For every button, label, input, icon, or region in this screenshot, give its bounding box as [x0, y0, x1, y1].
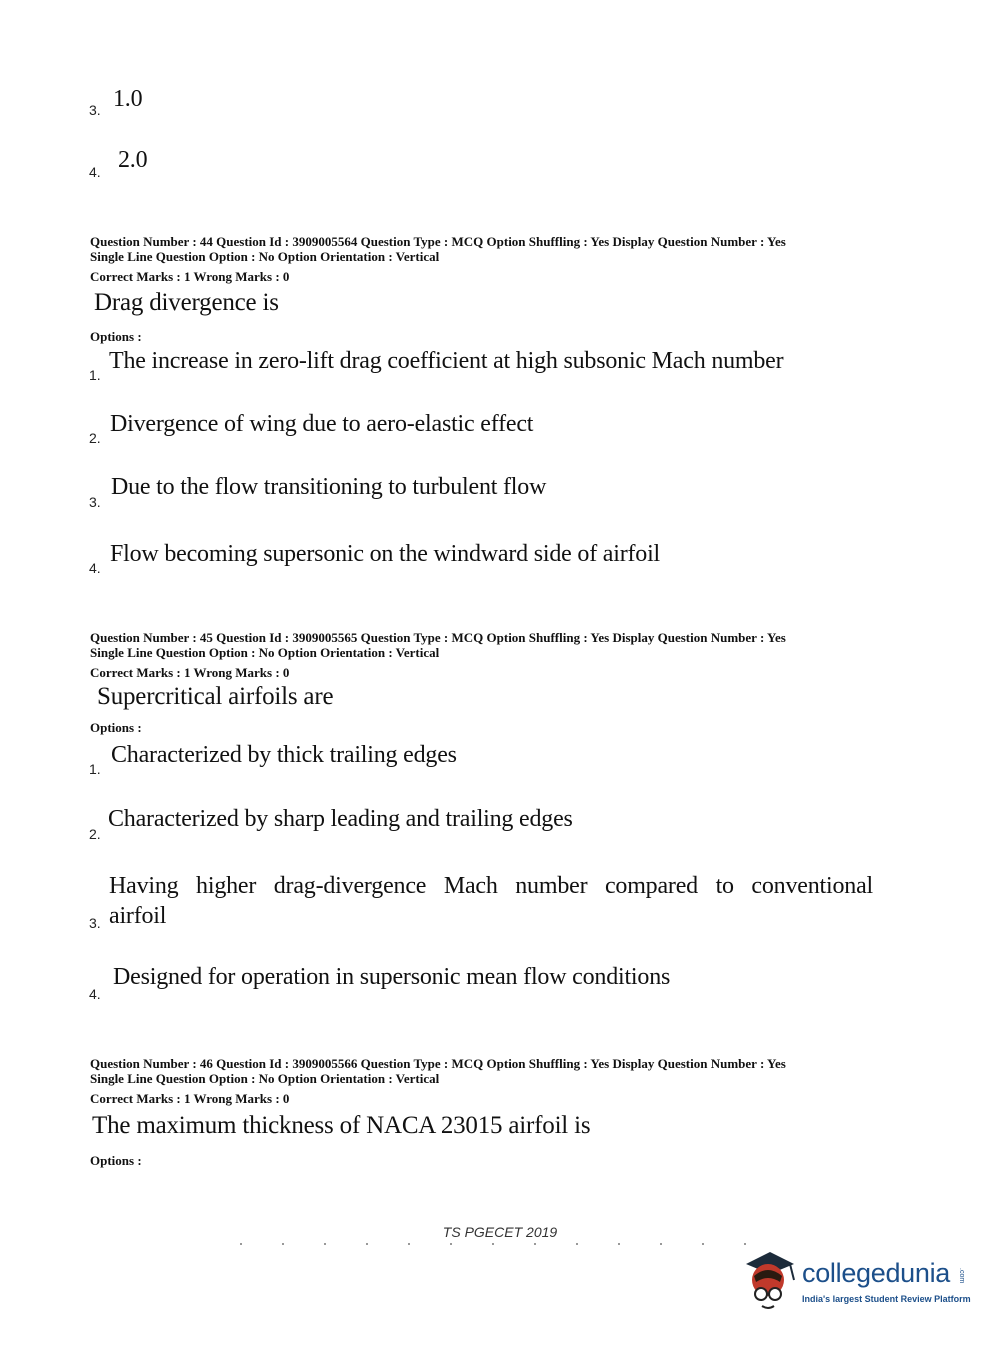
question-marks: Correct Marks : 1 Wrong Marks : 0: [90, 269, 290, 284]
option-text: 1.0: [113, 86, 143, 112]
question-meta-line2: Single Line Question Option : No Option Orientation : Vertical: [90, 249, 440, 264]
question-meta-line2: Single Line Question Option : No Option Orientation : Vertical: [90, 645, 440, 660]
option-number: 3.: [89, 494, 101, 510]
options-label: Options :: [90, 720, 142, 735]
option-text: Characterized by sharp leading and trailing edges: [108, 806, 573, 832]
question-meta: [90, 630, 786, 660]
option-number: 2.: [89, 826, 101, 842]
question-text: Drag divergence is: [94, 289, 279, 316]
option-text: Due to the flow transitioning to turbulent flow: [111, 474, 547, 500]
option-number: 3.: [89, 915, 101, 931]
page-footer: TS PGECET 2019: [442, 1224, 558, 1240]
collegedunia-logo: [740, 1246, 970, 1312]
logo-tld: .com: [958, 1268, 965, 1284]
option-number: 4.: [89, 164, 101, 180]
option-text: Flow becoming supersonic on the windward side of airfoil: [110, 541, 661, 567]
option-number: 1.: [89, 367, 101, 383]
mascot-icon: [740, 1246, 798, 1312]
option-text: Divergence of wing due to aero-elastic effect: [110, 411, 534, 437]
option-text: The increase in zero-lift drag coefficient at high subsonic Mach number: [109, 348, 784, 374]
question-meta: [90, 1056, 786, 1086]
option-number: 2.: [89, 430, 101, 446]
question-text: Supercritical airfoils are: [97, 683, 334, 710]
option-text: Having higher drag-divergence Mach number compared to conventional: [109, 873, 873, 899]
question-meta-line2: Single Line Question Option : No Option Orientation : Vertical: [90, 1071, 440, 1086]
option-text-continued: airfoil: [109, 903, 167, 929]
option-text: Characterized by thick trailing edges: [111, 742, 457, 768]
options-label: Options :: [90, 1153, 142, 1168]
question-marks: Correct Marks : 1 Wrong Marks : 0: [90, 665, 290, 680]
question-meta-line1: Question Number : 44 Question Id : 3909005564 Question Type : MCQ Option Shuffling : Yes Display Question Number : Yes: [90, 234, 786, 249]
question-marks: Correct Marks : 1 Wrong Marks : 0: [90, 1091, 290, 1106]
question-text: The maximum thickness of NACA 23015 airfoil is: [92, 1112, 591, 1139]
dotted-divider: [240, 1243, 760, 1245]
option-number: 3.: [89, 102, 101, 118]
option-text: Designed for operation in supersonic mean flow conditions: [113, 964, 671, 990]
question-meta-line1: Question Number : 46 Question Id : 3909005566 Question Type : MCQ Option Shuffling : Yes Display Question Number : Yes: [90, 1056, 786, 1071]
option-number: 4.: [89, 560, 101, 576]
question-meta-line1: Question Number : 45 Question Id : 3909005565 Question Type : MCQ Option Shuffling : Yes Display Question Number : Yes: [90, 630, 786, 645]
option-number: 4.: [89, 986, 101, 1002]
option-number: 1.: [89, 761, 101, 777]
logo-tagline: India's largest Student Review Platform: [802, 1294, 971, 1304]
logo-wordmark: collegedunia: [802, 1258, 951, 1288]
question-meta: [90, 234, 786, 264]
option-text: 2.0: [118, 147, 148, 173]
options-label: Options :: [90, 329, 142, 344]
